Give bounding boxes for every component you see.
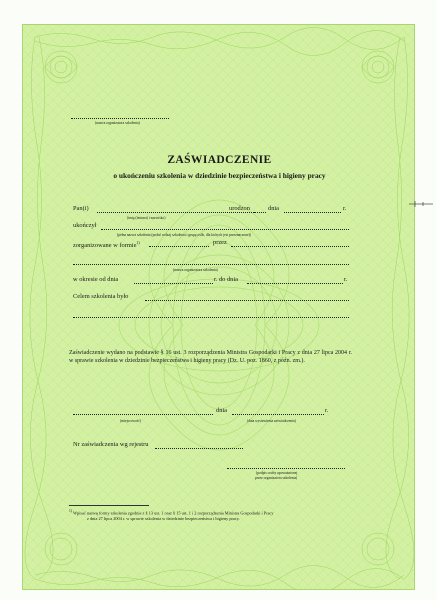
place-caption: (miejscowość)	[120, 419, 141, 423]
birth-date-line	[284, 212, 341, 213]
period-to-line	[247, 283, 343, 284]
document-title: ZAŚWIADCZENIE	[167, 154, 272, 166]
organizer-line-1	[231, 246, 349, 247]
purpose-line-1	[145, 300, 349, 301]
birth-day-label: dnia	[268, 205, 280, 212]
organizer-name-caption: (nazwa organizatora szkolenia)	[95, 121, 140, 125]
purpose-label: Celem szkolenia było	[73, 293, 129, 300]
training-form-line	[149, 246, 209, 247]
place-line	[73, 414, 213, 415]
name-label: Pan(i)	[73, 205, 89, 212]
registry-number-line	[155, 448, 243, 449]
organized-footnote-marker: 1)	[136, 240, 140, 245]
purpose-line-2	[73, 317, 349, 318]
organized-label-text: zorganizowane w formie	[73, 242, 137, 250]
registry-number-label: Nr zaświadczenia wg rejestru	[73, 441, 149, 448]
period-year-suffix: r.	[344, 276, 348, 283]
completed-label: ukończył	[73, 222, 97, 229]
by-label: przez	[213, 239, 227, 246]
organizer-name-line	[71, 118, 169, 119]
signature-caption-line2: przez organizatora szkolenia)	[255, 476, 298, 480]
name-caption: (imię (imiona) i nazwisko)	[127, 216, 166, 220]
organizer-line-2	[73, 264, 349, 265]
issue-date-line	[232, 414, 324, 415]
footnote	[69, 509, 369, 521]
organized-label	[73, 239, 140, 250]
footnote-rule	[69, 505, 149, 506]
issue-year-suffix: r.	[325, 407, 329, 414]
period-from-label: w okresie od dnia	[73, 276, 119, 283]
footnote-marker: 1)	[69, 509, 72, 513]
signature-line	[227, 468, 345, 469]
legal-basis-statement: Zaświadczenie wydano na podstawie § 16 ust. 3 rozporządzenia Ministra Gospodarki i Pracy z dnia 27 lipca 2004 r. w sprawie szkolenia w dziedzinie bezpieczeństwa i higieny pracy (Dz. U. poz. 1860, z późn. zm.).	[69, 350, 352, 365]
scan-edge-mark	[409, 200, 433, 208]
footnote-line2: z dnia 27 lipca 2004 r. w sprawie szkolenia w dziedzinie bezpieczeństwa i higieny pracy.	[87, 515, 240, 521]
born-label: urodzon	[229, 205, 250, 212]
period-to-label: r. do dnia	[214, 276, 238, 283]
certificate-form	[22, 24, 415, 590]
birth-year-suffix: r.	[343, 205, 347, 212]
training-caption: (pełna nazwa szkolenia (podać rodzaj szkolenia i grupę osób, dla których jest przeznaczone))	[117, 233, 252, 237]
issue-day-label: dnia	[216, 407, 228, 414]
organizer-caption: (nazwa organizatora szkolenia)	[173, 268, 218, 272]
born-suffix-line	[254, 212, 266, 213]
footnote-line1: Wpisać nazwę formy szkolenia zgodnie z § 13 ust. 1 oraz § 15 ust. 1 i 2 rozporządzenia Ministra Gospodarki i Pracy	[73, 510, 274, 516]
document-subtitle: o ukończeniu szkolenia w dziedzinie bezpieczeństwa i higieny pracy	[113, 171, 326, 180]
issue-date-caption: (data wystawienia zaświadczenia)	[247, 419, 296, 423]
signature-caption-line1: (podpis osoby upoważnionej	[256, 471, 298, 475]
period-from-line	[134, 283, 213, 284]
training-name-line	[101, 229, 349, 230]
